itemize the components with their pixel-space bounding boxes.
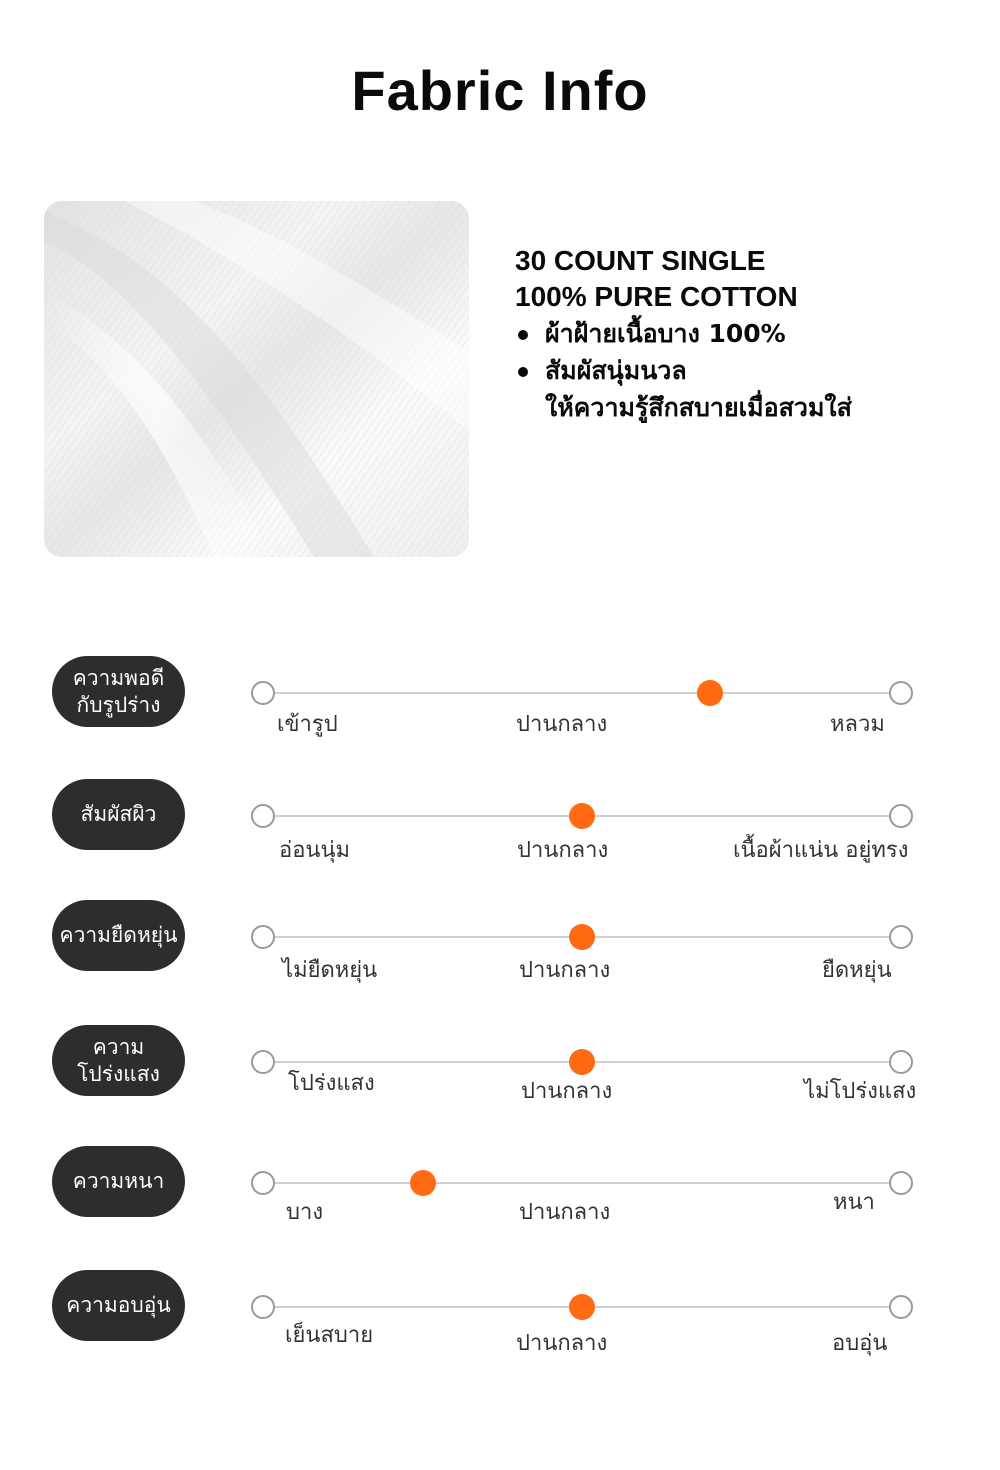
attribute-name-pill [52, 1270, 185, 1341]
scale-mid-label: ปานกลาง [521, 1079, 613, 1104]
scale-start-marker [251, 681, 275, 705]
attribute-name-pill [52, 900, 185, 971]
attribute-name: ความ [92, 1034, 145, 1059]
attribute-name: ความหนา [72, 1169, 165, 1193]
scale-level-indicator [569, 1049, 595, 1075]
scale-max-label: หลวม [830, 712, 885, 737]
scale-max-label: เนื้อผ้าแน่น อยู่ทรง [733, 838, 909, 863]
page-title: Fabric Info [351, 59, 649, 122]
attribute-name: ความยืดหยุ่น [59, 923, 178, 947]
attribute-name: สัมผัสผิว [80, 802, 157, 826]
scale-start-marker [251, 1171, 275, 1195]
scale-end-marker [889, 1050, 913, 1074]
scale-mid-label: ปานกลาง [516, 712, 608, 737]
scale-min-label: โปร่งแสง [288, 1071, 375, 1096]
material: 100% PURE COTTON [515, 281, 798, 312]
attribute-name: กับรูปร่าง [76, 692, 161, 717]
scale-end-marker [889, 1171, 913, 1195]
scale-end-marker [889, 804, 913, 828]
scale-track [263, 692, 901, 694]
attribute-name: โปร่งแสง [77, 1061, 160, 1086]
scale-start-marker [251, 1050, 275, 1074]
fabric-texture-image [44, 201, 469, 557]
fabric-photo [44, 201, 469, 557]
scale-level-indicator [569, 803, 595, 829]
scale-end-marker [889, 925, 913, 949]
scale-track [263, 1182, 901, 1184]
bullet-item: สัมผัสนุ่มนวล [515, 352, 975, 389]
scale-mid-label: ปานกลาง [519, 1200, 611, 1225]
scale-end-marker [889, 681, 913, 705]
scale-mid-label: ปานกลาง [517, 838, 609, 863]
bullet-item: ผ้าฝ้ายเนื้อบาง 100% [515, 315, 975, 352]
scale-max-label: หนา [833, 1190, 875, 1215]
attribute-name: ความพอดี [72, 665, 165, 690]
scale-level-indicator [569, 924, 595, 950]
scale-min-label: ไม่ยืดหยุ่น [282, 958, 378, 983]
scale-min-label: เข้ารูป [277, 712, 338, 737]
scale-max-label: ยืดหยุ่น [822, 958, 892, 983]
attribute-row [0, 1025, 1000, 1135]
scale-max-label: อบอุ่น [832, 1331, 888, 1356]
scale-mid-label: ปานกลาง [519, 958, 611, 983]
attribute-row [0, 1270, 1000, 1380]
scale-level-indicator [569, 1294, 595, 1320]
scale-mid-label: ปานกลาง [516, 1331, 608, 1356]
attribute-name-pill [52, 1025, 185, 1096]
yarn-count: 30 COUNT SINGLE [515, 245, 766, 276]
attribute-name-pill [52, 656, 185, 727]
attribute-name-pill [52, 779, 185, 850]
attribute-name-pill [52, 1146, 185, 1217]
fabric-specs [515, 243, 975, 426]
attribute-name: ความอบอุ่น [66, 1293, 171, 1317]
bullet-continuation: ให้ความรู้สึกสบายเมื่อสวมใส่ [545, 393, 852, 422]
scale-max-label: ไม่โปร่งแสง [804, 1079, 917, 1104]
attribute-row [0, 779, 1000, 889]
attribute-row [0, 656, 1000, 766]
scale-min-label: บาง [286, 1200, 324, 1225]
scale-end-marker [889, 1295, 913, 1319]
scale-level-indicator [697, 680, 723, 706]
scale-start-marker [251, 804, 275, 828]
scale-start-marker [251, 1295, 275, 1319]
attribute-row [0, 900, 1000, 1010]
attribute-row [0, 1146, 1000, 1256]
scale-min-label: อ่อนนุ่ม [279, 838, 351, 863]
scale-min-label: เย็นสบาย [285, 1323, 374, 1348]
scale-start-marker [251, 925, 275, 949]
scale-level-indicator [410, 1170, 436, 1196]
